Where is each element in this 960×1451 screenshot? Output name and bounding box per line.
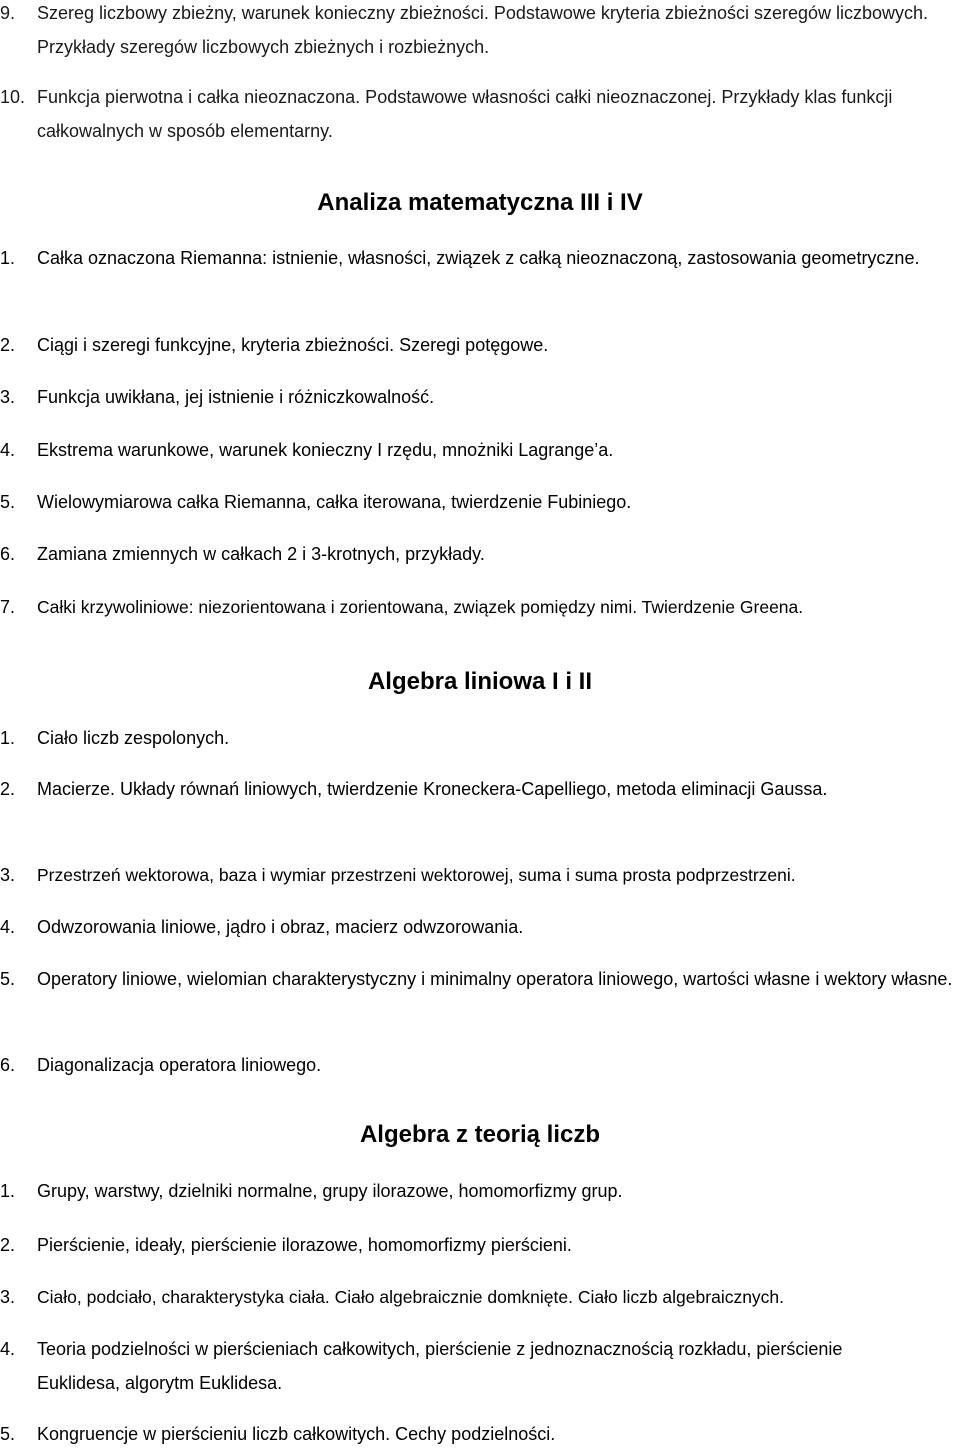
item-text: Ciało liczb zespolonych. (37, 728, 230, 748)
section-title: Algebra z teorią liczb (359, 1121, 601, 1148)
item-text: Wielowymiarowa całka Riemanna, całka iterowana, twierdzenie Fubiniego. (37, 492, 632, 512)
list-item (0, 1280, 958, 1314)
item-text: Diagonalizacja operatora liniowego. (37, 1055, 322, 1075)
list-item (0, 380, 958, 414)
section-title: Algebra liniowa I i II (367, 668, 593, 695)
item-number: 2. (0, 1235, 16, 1255)
list-item (0, 721, 958, 755)
item-text: Zamiana zmiennych w całkach 2 i 3-krotnych, przykłady. (37, 544, 485, 564)
item-number: 3. (0, 1287, 16, 1307)
item-text: Całka oznaczona Riemanna: istnienie, własności, związek z całką nieoznaczoną, zastosowania geometryczne. (37, 248, 920, 268)
item-number: 1. (0, 728, 16, 748)
item-text: Funkcja pierwotna i całka nieoznaczona. Podstawowe własności całki nieoznaczonej. Przykłady klas funkcji całkowalnych w sposób elementarny. (37, 87, 893, 141)
item-text: Odwzorowania liniowe, jądro i obraz, macierz odwzorowania. (37, 917, 524, 937)
list-item (0, 1048, 958, 1082)
item-text: Ciągi i szeregi funkcyjne, kryteria zbieżności. Szeregi potęgowe. (37, 335, 549, 355)
list-item (0, 537, 958, 571)
list-item (0, 0, 958, 64)
item-number: 1. (0, 1181, 16, 1201)
item-number: 3. (0, 865, 16, 885)
list-item (0, 1228, 958, 1262)
list-item (0, 485, 958, 519)
item-number: 4. (0, 440, 16, 460)
item-text: Całki krzywoliniowe: niezorientowana i zorientowana, związek pomiędzy nimi. Twierdzenie Greena. (37, 597, 804, 617)
list-item (0, 962, 958, 996)
item-number: 7. (0, 597, 16, 617)
item-text: Ekstrema warunkowe, warunek konieczny I rzędu, mnożniki Lagrange’a. (37, 440, 614, 460)
list-item (0, 241, 958, 275)
item-text: Szereg liczbowy zbieżny, warunek konieczny zbieżności. Podstawowe kryteria zbieżności szeregów liczbowych. Przykłady szeregów liczbowych zbieżnych i rozbieżnych. (37, 3, 929, 57)
item-number: 1. (0, 248, 16, 268)
list-item (0, 1174, 958, 1208)
item-text: Grupy, warstwy, dzielniki normalne, grupy ilorazowe, homomorfizmy grup. (37, 1181, 623, 1201)
item-number: 2. (0, 779, 16, 799)
item-number: 2. (0, 335, 16, 355)
item-number: 9. (0, 3, 16, 23)
list-item (0, 328, 958, 362)
item-number: 5. (0, 492, 16, 512)
item-text: Macierze. Układy równań liniowych, twierdzenie Kroneckera-Capelliego, metoda eliminacji Gaussa. (37, 779, 828, 799)
list-item (0, 772, 958, 806)
item-number: 5. (0, 1424, 16, 1444)
list-item (0, 590, 958, 624)
item-text: Teoria podzielności w pierścieniach całkowitych, pierścienie z jednoznacznością rozkładu, pierścienie Euklidesa, algorytm Euklidesa. (37, 1339, 843, 1393)
list-item (0, 433, 958, 467)
item-text: Kongruencje w pierścieniu liczb całkowitych. Cechy podzielności. (37, 1424, 556, 1444)
item-number: 10. (0, 87, 26, 107)
item-text: Pierścienie, ideały, pierścienie ilorazowe, homomorfizmy pierścieni. (37, 1235, 572, 1255)
item-text: Funkcja uwikłana, jej istnienie i różniczkowalność. (37, 387, 435, 407)
item-number: 4. (0, 1339, 16, 1359)
item-text: Przestrzeń wektorowa, baza i wymiar przestrzeni wektorowej, suma i suma prosta podprzestrzeni. (37, 865, 796, 885)
item-number: 4. (0, 917, 16, 937)
item-number: 6. (0, 544, 16, 564)
item-number: 6. (0, 1055, 16, 1075)
list-item (0, 80, 958, 148)
item-text: Operatory liniowe, wielomian charakterystyczny i minimalny operatora liniowego, wartości własne i wektory własne. (37, 969, 953, 989)
item-number: 3. (0, 387, 16, 407)
list-item (0, 1332, 958, 1400)
item-number: 5. (0, 969, 16, 989)
section-title: Analiza matematyczna III i IV (317, 189, 643, 216)
list-item (0, 910, 958, 944)
item-text: Ciało, podciało, charakterystyka ciała. Ciało algebraicznie domknięte. Ciało liczb algebraicznych. (37, 1287, 785, 1307)
list-item (0, 858, 958, 892)
